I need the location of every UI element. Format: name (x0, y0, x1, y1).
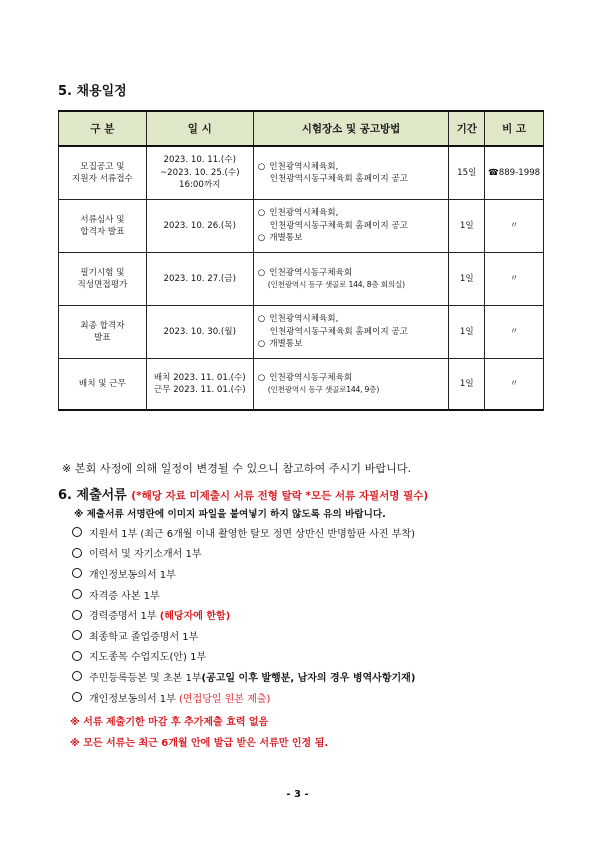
method-line (258, 372, 449, 385)
circle-bullet-icon: ○ (257, 339, 266, 350)
circle-bullet-icon (72, 610, 82, 620)
schedule-row (59, 306, 544, 359)
schedule-row (59, 253, 544, 306)
document-item (72, 604, 415, 625)
date-line: 배치 2023. 11. 01.(수) (153, 372, 246, 383)
method-line (258, 267, 449, 280)
document-list (72, 522, 415, 707)
schedule-row (59, 200, 544, 253)
section5-title: 5. 채용일정 (58, 84, 127, 99)
category-line: 모집공고 및 (80, 161, 125, 172)
date-line: 16:00까지 (179, 180, 221, 191)
schedule-date (146, 359, 253, 411)
method-text: 인천광역시체육회, (269, 314, 339, 325)
document-item-text: 주민등록등본 및 초본 1부 (89, 672, 202, 684)
header-category: 구 분 (59, 111, 147, 146)
method-line (258, 313, 449, 326)
schedule-date (146, 200, 253, 253)
schedule-table (58, 110, 544, 411)
section6-title (58, 484, 428, 503)
schedule-period: 15일 (449, 146, 485, 200)
circle-bullet-icon: ○ (257, 161, 266, 172)
circle-bullet-icon (72, 692, 82, 702)
circle-bullet-icon (72, 568, 82, 578)
category-line: 배치 및 근무 (78, 378, 126, 389)
document-item-text: 개인정보동의서 1부 (89, 569, 176, 581)
method-line (258, 161, 449, 174)
circle-bullet-icon (72, 527, 82, 537)
schedule-method (253, 146, 449, 200)
circle-bullet-icon (72, 671, 82, 681)
circle-bullet-icon: ○ (257, 233, 266, 244)
section6-title-text: 6. 제출서류 (58, 488, 127, 503)
document-item-text: 자격증 사본 1부 (89, 590, 160, 602)
circle-bullet-icon: ○ (257, 314, 266, 325)
document-item-text: 경력증명서 1부 (89, 611, 160, 623)
schedule-period: 1일 (449, 359, 485, 411)
category-line: 합격자 발표 (80, 227, 125, 237)
document-item-text: 지원서 1부 (최근 6개월 이내 촬영한 탈모 정면 상반신 반명함판 사진 부착) (89, 528, 415, 540)
schedule-period: 1일 (449, 200, 485, 253)
schedule-period: 1일 (449, 253, 485, 306)
document-item (72, 543, 415, 564)
document-item-extra: (면접당일 원본 제출) (179, 693, 271, 705)
method-line (258, 232, 449, 245)
method-line (258, 384, 449, 397)
method-text: 인천광역시동구체육회 (269, 267, 353, 278)
circle-bullet-icon (72, 630, 82, 640)
schedule-method (253, 306, 449, 359)
method-line (258, 338, 449, 351)
schedule-period: 1일 (449, 306, 485, 359)
method-text: (인천광역시 동구 샛골로 144, 8층 회의실) (267, 280, 405, 289)
document-item (72, 625, 415, 646)
method-text: 인천광역시동구체육회 홈페이지 공고 (269, 326, 408, 337)
method-line (258, 220, 449, 233)
circle-bullet-icon: ○ (257, 267, 266, 278)
date-line: 2023. 10. 27.(금) (163, 273, 236, 284)
header-note: 비 고 (485, 111, 544, 146)
document-item-extra: (해당자에 한함) (159, 611, 231, 623)
schedule-notice: ※ 본회 사정에 의해 일정이 변경될 수 있으니 참고하여 주시기 바랍니다. (62, 462, 412, 475)
circle-bullet-icon (72, 651, 82, 661)
method-line (258, 207, 449, 220)
header-period: 기간 (449, 111, 485, 146)
category-line: 최종 합격자 (80, 320, 125, 331)
document-item-text: 개인정보동의서 1부 (89, 693, 179, 705)
category-line: 필기시험 및 (80, 267, 125, 278)
schedule-row (59, 146, 544, 200)
schedule-category (59, 359, 147, 411)
method-line (258, 326, 449, 339)
document-item (72, 522, 415, 543)
method-text: (인천광역시 동구 샛골로144, 9층) (267, 385, 380, 394)
document-item (72, 646, 415, 667)
method-text: 인천광역시동구체육회 (269, 372, 353, 383)
category-line: 지원자 서류접수 (71, 174, 133, 184)
method-text: 인천광역시동구체육회 홈페이지 공고 (269, 220, 408, 231)
category-line: 직성면접평가 (77, 280, 128, 290)
schedule-category (59, 146, 147, 200)
document-item (72, 666, 415, 687)
warning-recent-docs: ※ 모든 서류는 최근 6개월 안에 발급 받은 서류만 인정 됨. (70, 738, 329, 749)
page-number: - 3 - (286, 789, 309, 800)
schedule-method (253, 359, 449, 411)
schedule-method (253, 200, 449, 253)
category-line: 서류심사 및 (80, 214, 125, 225)
document-item-text: 최종학교 졸업증명서 1부 (89, 631, 199, 643)
schedule-date (146, 253, 253, 306)
schedule-header-row (59, 111, 544, 146)
photo-notice: ※ 제출서류 서명란에 이미지 파일을 붙여넣기 하지 않도록 유의 바랍니다. (74, 509, 386, 520)
category-line: 발표 (94, 333, 111, 343)
header-date: 일 시 (146, 111, 253, 146)
document-item (72, 584, 415, 605)
warning-deadline: ※ 서류 제출기한 마감 후 추가제출 효력 없음 (70, 717, 269, 728)
schedule-row (59, 359, 544, 411)
schedule-note: ☎889-1998 (485, 146, 544, 200)
schedule-note: 〃 (485, 200, 544, 253)
circle-bullet-icon: ○ (257, 208, 266, 219)
date-line: 2023. 10. 11.(수) (163, 155, 236, 166)
date-line: 2023. 10. 30.(월) (163, 326, 236, 337)
schedule-category (59, 253, 147, 306)
method-text: 인천광역시체육회, (269, 208, 339, 219)
document-item (72, 563, 415, 584)
schedule-category (59, 306, 147, 359)
circle-bullet-icon (72, 589, 82, 599)
schedule-note: 〃 (485, 306, 544, 359)
schedule-method (253, 253, 449, 306)
method-line (258, 173, 449, 186)
document-item-text: 이력서 및 자기소개서 1부 (89, 549, 202, 561)
circle-bullet-icon: ○ (257, 372, 266, 383)
header-method: 시험장소 및 공고방법 (253, 111, 449, 146)
section6-title-note: (*해당 자료 미제출시 서류 전형 탈락 *모든 서류 자필서명 필수) (131, 490, 429, 502)
schedule-category (59, 200, 147, 253)
method-line (258, 279, 449, 292)
document-item (72, 687, 415, 708)
document-item-text: 지도종목 수업지도(안) 1부 (89, 652, 207, 664)
method-text: 인천광역시체육회, (269, 161, 339, 172)
document-item-extra: (공고일 이후 발행분, 남자의 경우 병역사항기재) (201, 672, 416, 684)
schedule-note: 〃 (485, 359, 544, 411)
date-line: ~2023. 10. 25.(수) (159, 167, 240, 178)
schedule-note: 〃 (485, 253, 544, 306)
schedule-date (146, 146, 253, 200)
date-line: 2023. 10. 26.(목) (163, 220, 236, 231)
method-text: 인천광역시동구체육회 홈페이지 공고 (269, 174, 408, 184)
method-text: 개별통보 (269, 233, 303, 244)
date-line: 근무 2023. 11. 01.(수) (153, 385, 246, 395)
schedule-date (146, 306, 253, 359)
method-text: 개별통보 (269, 339, 303, 350)
circle-bullet-icon (72, 548, 82, 558)
